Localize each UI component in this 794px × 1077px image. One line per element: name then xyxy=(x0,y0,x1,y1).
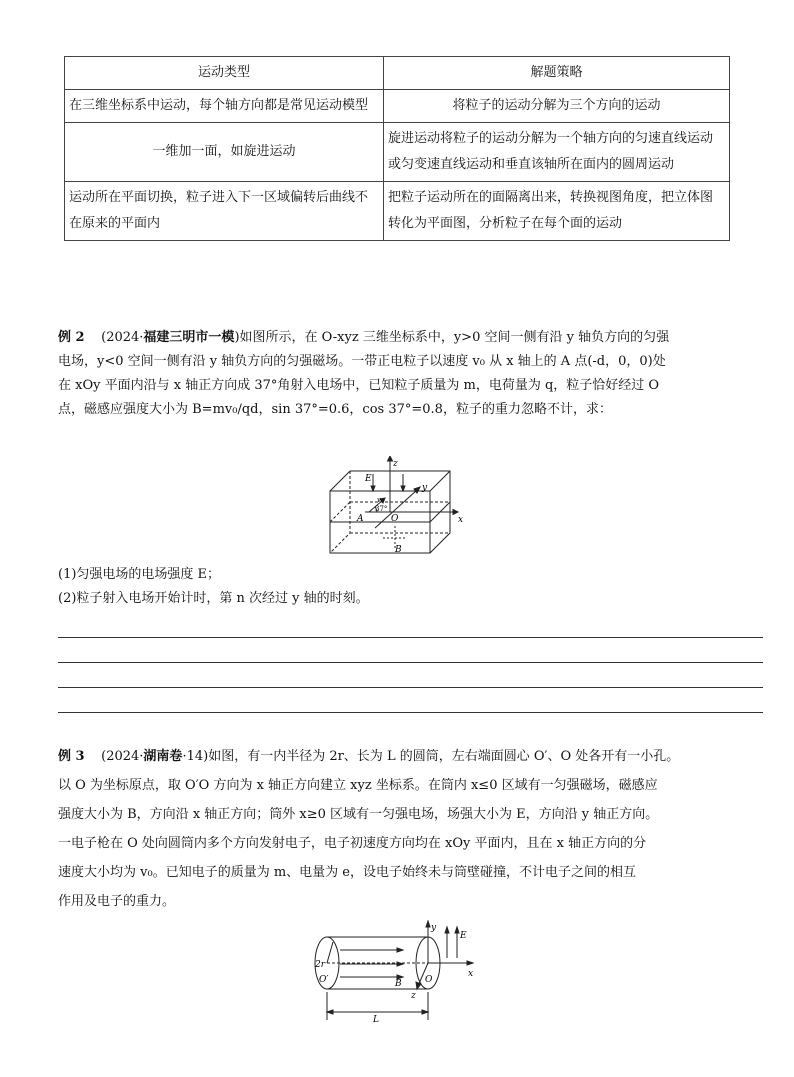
table-row xyxy=(65,90,730,123)
fig2-x-label: x xyxy=(458,515,464,525)
example3-label: 例 3 xyxy=(58,749,85,764)
table-cell: 把粒子运动所在的面隔离出来，转换视图角度，把立体图转化为平面图，分析粒子在每个面的运动 xyxy=(384,182,730,241)
table-cell: 旋进运动将粒子的运动分解为一个轴方向的匀速直线运动或匀变速直线运动和垂直该轴所在面内的圆周运动 xyxy=(384,123,730,182)
table-cell: 一维加一面，如旋进运动 xyxy=(65,123,384,182)
fig3-Oprime-label: O′ xyxy=(319,975,329,985)
example3-figure xyxy=(305,920,485,1025)
table-row xyxy=(65,123,730,182)
example3-line: 以 O 为坐标原点，取 O′O 方向为 x 轴正方向建立 xyz 坐标系。在筒内 x≤0 区域有一匀强磁场，磁感应 xyxy=(58,778,658,793)
table-header-row xyxy=(65,57,730,90)
fig3-L-label: L xyxy=(373,1015,379,1025)
fig2-B-label: B xyxy=(395,545,402,555)
example3-source: 湖南卷 xyxy=(143,749,183,764)
example3-line: 一电子枪在 O 处向圆筒内多个方向发射电子，电子初速度方向均在 xOy 平面内，且在 x 轴正方向的分 xyxy=(58,836,647,851)
fig2-angle-label: 37° xyxy=(375,505,388,513)
fig2-E-label: E xyxy=(365,474,372,484)
example2-label: 例 2 xyxy=(58,330,85,345)
example2-line: 在 xOy 平面内沿与 x 轴正方向成 37°角射入电场中，已知粒子质量为 m，电荷量为 q，粒子恰好经过 O xyxy=(58,378,660,393)
example2-source-post: ) xyxy=(234,330,240,345)
answer-line[interactable] xyxy=(58,662,763,663)
fig3-2r-label: 2r xyxy=(315,960,326,970)
example3-line: 强度大小为 B，方向沿 x 轴正方向；筒外 x≥0 区域有一匀强电场，场强大小为 E，方向沿 y 轴正方向。 xyxy=(58,807,659,822)
example2-line: 点，磁感应强度大小为 B=mv₀/qd，sin 37°=0.6，cos 37°=0.8，粒子的重力忽略不计，求： xyxy=(58,402,612,417)
fig3-B-label: B xyxy=(395,979,402,989)
example3-line: 作用及电子的重力。 xyxy=(58,894,176,909)
example3-source-pre: (2024· xyxy=(101,749,144,764)
question-item: (1)匀强电场的电场强度 E； xyxy=(58,567,221,582)
fig3-y-label: y xyxy=(431,923,437,933)
example3-line: 速度大小均为 v₀。已知电子的质量为 m、电量为 e，设电子始终未与筒壁碰撞，不计电子之间的相互 xyxy=(58,865,636,880)
fig3-x-label: x xyxy=(468,969,474,979)
example3-line-text: 如图，有一内半径为 2r、长为 L 的圆筒，左右端面圆心 O′、O 处各开有一小孔。 xyxy=(208,749,680,764)
example2-problem xyxy=(58,326,758,422)
table-cell: 运动所在平面切换，粒子进入下一区域偏转后曲线不在原来的平面内 xyxy=(65,182,384,241)
example2-line-text: 如图所示，在 O-xyz 三维坐标系中，y>0 空间一侧有沿 y 轴负方向的匀强 xyxy=(239,330,670,345)
fig3-z-label: z xyxy=(411,991,416,1001)
example3-problem xyxy=(58,742,758,916)
example3-line xyxy=(58,742,758,771)
strategy-table xyxy=(64,56,730,241)
example3-source-post: ·14) xyxy=(182,749,209,764)
answer-line[interactable] xyxy=(58,687,763,688)
answer-line[interactable] xyxy=(58,712,763,713)
answer-line[interactable] xyxy=(58,637,763,638)
fig2-y-label: y xyxy=(422,483,428,493)
fig2-z-label: z xyxy=(393,459,398,469)
table-header-cell: 解题策略 xyxy=(384,57,730,90)
example2-line xyxy=(58,326,758,350)
table-header-cell: 运动类型 xyxy=(65,57,384,90)
fig2-A-label: A xyxy=(357,514,364,524)
fig2-v0-label: v₀ xyxy=(377,496,384,504)
table-cell: 在三维坐标系中运动，每个轴方向都是常见运动模型 xyxy=(65,90,384,123)
fig3-E-label: E xyxy=(460,931,467,941)
example2-source: 福建三明市一模 xyxy=(143,330,235,345)
question-item: (2)粒子射入电场开始计时，第 n 次经过 y 轴的时刻。 xyxy=(58,591,369,606)
fig2-O-label: O xyxy=(391,514,399,524)
example2-questions xyxy=(58,563,758,611)
table-row xyxy=(65,182,730,241)
example2-line: 电场，y<0 空间一侧有沿 y 轴负方向的匀强磁场。一带正电粒子以速度 v₀ 从 x 轴上的 A 点(-d，0，0)处 xyxy=(58,354,666,369)
fig3-O-label: O xyxy=(425,975,433,985)
table-cell: 将粒子的运动分解为三个方向的运动 xyxy=(384,90,730,123)
example2-figure xyxy=(325,456,470,558)
example2-source-pre: (2024· xyxy=(101,330,144,345)
